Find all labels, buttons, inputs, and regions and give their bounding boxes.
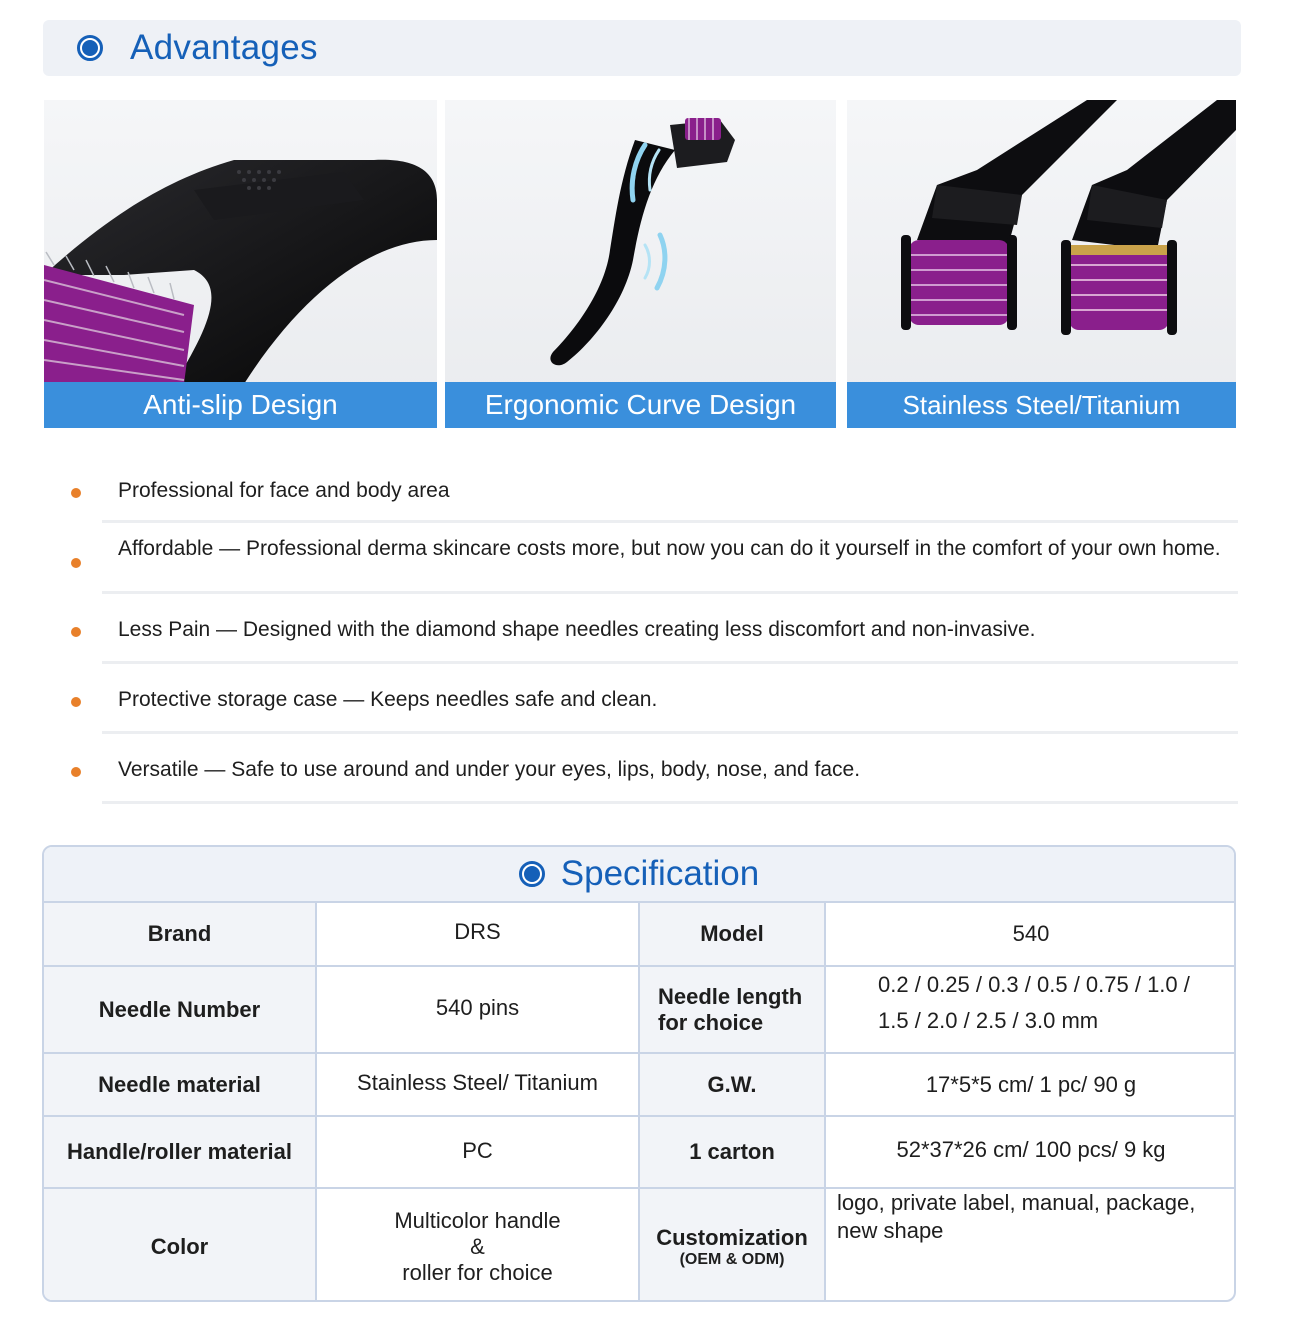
specification-panel <box>42 845 1236 1302</box>
bullet-icon <box>71 627 81 637</box>
list-item-text: Affordable — Professional derma skincare costs more, but now you can do it yourself in the comfort of your own home. <box>118 537 1221 560</box>
list-item <box>102 523 1238 594</box>
spec-value-model: 540 <box>1012 921 1050 946</box>
spec-value-line: logo, private label, manual, package, <box>837 1190 1196 1215</box>
spec-label-needle-material: Needle material <box>44 1054 315 1115</box>
card-label: Anti-slip Design <box>44 382 437 428</box>
card-label: Ergonomic Curve Design <box>445 382 836 428</box>
spec-label-sub: (OEM & ODM) <box>679 1250 785 1268</box>
spec-value-line: roller for choice <box>402 1259 553 1285</box>
spec-value-line: 1.5 / 2.0 / 2.5 / 3.0 mm <box>878 1008 1099 1033</box>
spec-value-gw: 17*5*5 cm/ 1 pc/ 90 g <box>925 1071 1137 1097</box>
spec-label-needle-number: Needle Number <box>44 967 315 1052</box>
spec-label-customization <box>640 1189 824 1302</box>
spec-value-handle-material: PC <box>462 1138 493 1163</box>
spec-label-model: Model <box>640 903 824 965</box>
product-card-material <box>847 100 1236 428</box>
list-item <box>102 460 1238 523</box>
list-item <box>102 734 1238 804</box>
list-item <box>102 664 1238 734</box>
section-bullet-icon <box>519 861 545 887</box>
roller-closeup-image <box>44 100 437 384</box>
spec-label-line: Customization <box>656 1224 808 1250</box>
spec-label-needle-length: Needle length for choice <box>640 967 824 1052</box>
spec-label-gw: G.W. <box>640 1054 824 1115</box>
spec-value-line: 0.2 / 0.25 / 0.3 / 0.5 / 0.75 / 1.0 / <box>878 972 1190 997</box>
spec-value-line: new shape <box>837 1218 944 1243</box>
spec-label-brand: Brand <box>44 903 315 965</box>
spec-value-carton: 52*37*26 cm/ 100 pcs/ 9 kg <box>896 1137 1166 1162</box>
two-rollers-image <box>847 100 1236 384</box>
advantages-header <box>43 20 1241 76</box>
specification-title: Specification <box>560 854 760 893</box>
bullet-icon <box>71 697 81 707</box>
specification-header <box>44 847 1234 901</box>
advantages-title: Advantages <box>130 28 318 67</box>
card-label: Stainless Steel/Titanium <box>847 382 1236 428</box>
list-item-text: Less Pain — Designed with the diamond shape needles creating less discomfort and non-invasive. <box>118 618 1036 641</box>
spec-value-customization <box>826 1189 1236 1299</box>
product-card-ergonomic <box>445 100 836 428</box>
spec-value-line: Multicolor handle <box>394 1207 561 1233</box>
spec-value-line: & <box>470 1233 485 1259</box>
product-card-anti-slip <box>44 100 437 428</box>
spec-label-handle-material: Handle/roller material <box>44 1117 315 1187</box>
list-item-text: Professional for face and body area <box>118 479 450 502</box>
bullet-icon <box>71 558 81 568</box>
spec-label-carton: 1 carton <box>640 1117 824 1187</box>
list-item <box>102 594 1238 664</box>
spec-value-needle-material: Stainless Steel/ Titanium <box>357 1069 598 1095</box>
bullet-icon <box>71 767 81 777</box>
list-item-text: Versatile — Safe to use around and under your eyes, lips, body, nose, and face. <box>118 758 861 781</box>
bullet-icon <box>71 488 81 498</box>
spec-value-needle-number: 540 pins <box>435 994 520 1020</box>
spec-value-needle-length <box>826 967 1236 1052</box>
spec-label-color: Color <box>44 1189 315 1302</box>
spec-value-brand: DRS <box>454 919 501 944</box>
section-bullet-icon <box>77 35 103 61</box>
list-item-text: Protective storage case — Keeps needles safe and clean. <box>118 688 658 711</box>
roller-side-image <box>445 100 836 384</box>
spec-value-color <box>317 1189 638 1302</box>
